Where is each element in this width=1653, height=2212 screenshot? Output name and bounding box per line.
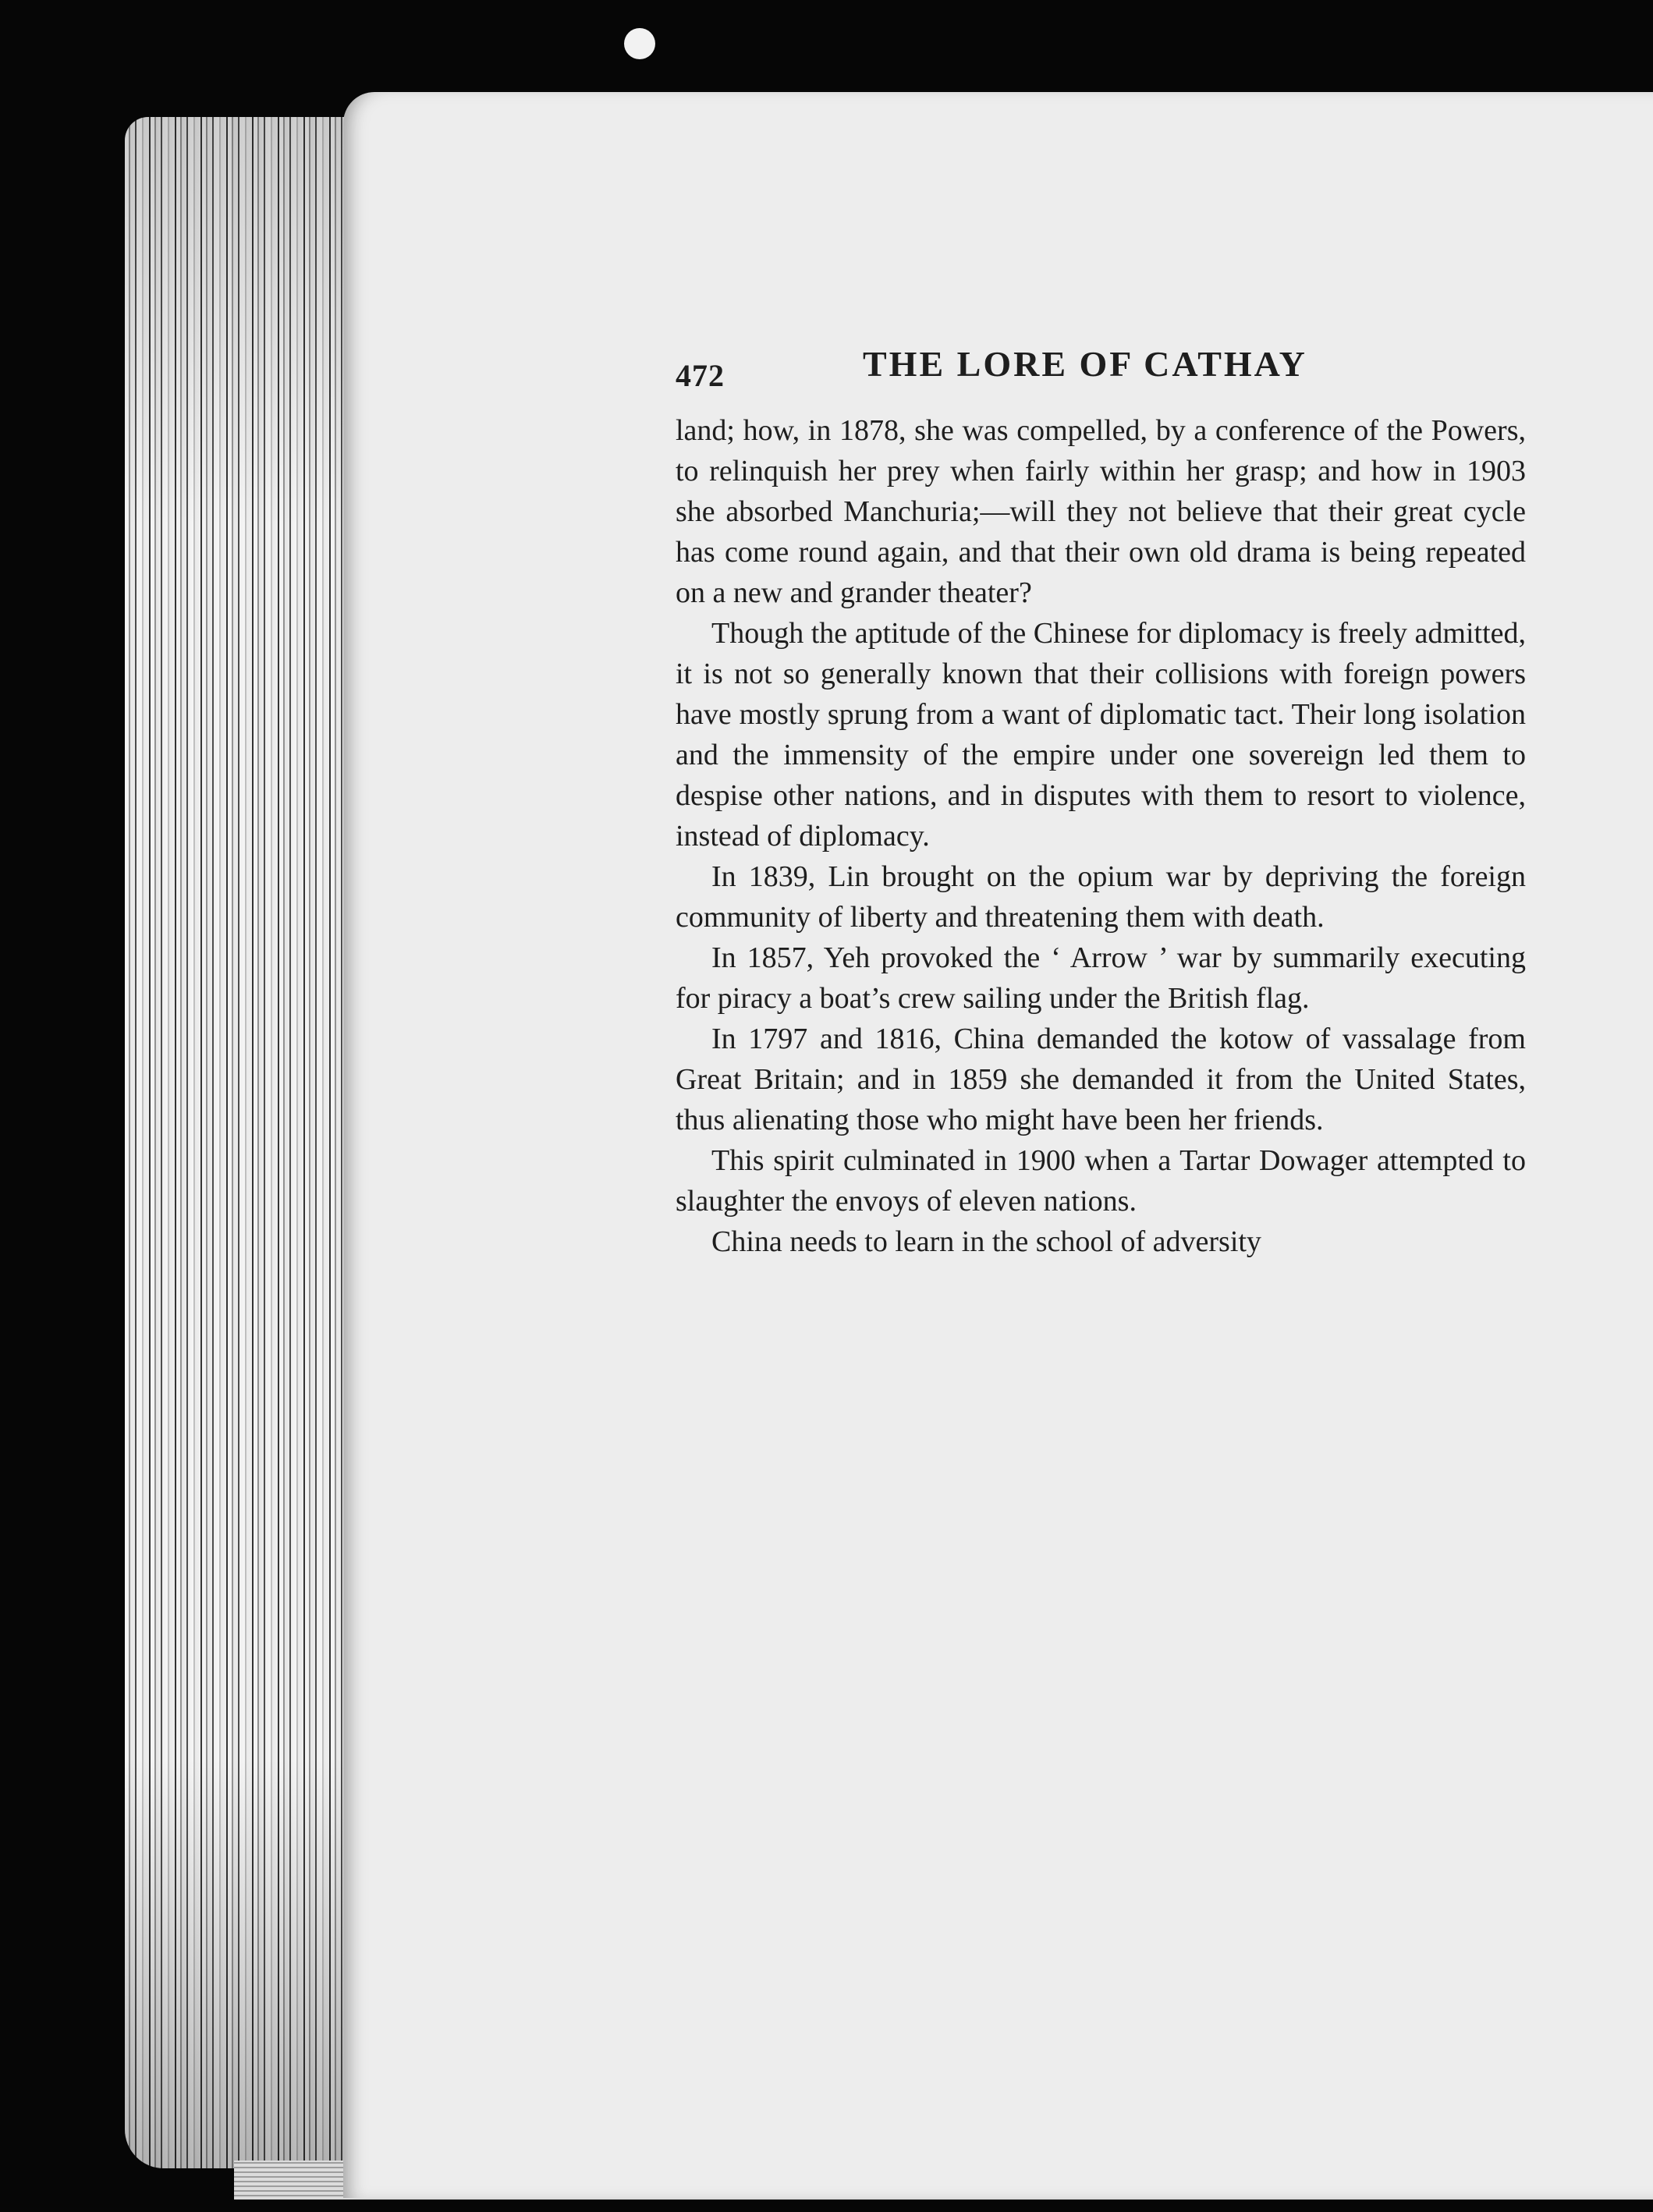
book-title: THE LORE OF CATHAY xyxy=(863,344,1307,384)
paragraph: China needs to learn in the school of adversity xyxy=(711,1225,1261,1258)
paragraph: In 1839, Lin brought on the opium war by depriving the foreign community of liberty and threatening them with death. xyxy=(676,860,1526,934)
book-fore-edge xyxy=(125,117,359,2168)
paragraph: land; how, in 1878, she was compelled, by a conference of the Powers, to relinquish her prey when fairly within her grasp; and how in 1903 she absorbed Manchuria;—will they not believe that their great cycle has come round again, and that their own old drama is being repeated on a new and grander theater? xyxy=(676,414,1526,609)
paragraph: In 1797 and 1816, China demanded the kotow of vassalage from Great Britain; and in 1859 she demanded it from the United States, thus alienating those who might have been her friends. xyxy=(676,1023,1526,1136)
punch-hole-mark xyxy=(624,28,655,59)
page-number: 472 xyxy=(676,358,725,393)
paragraph: This spirit culminated in 1900 when a Tartar Dowager attempted to slaughter the envoys of eleven nations. xyxy=(676,1144,1526,1218)
page-text-block xyxy=(676,343,1526,1262)
paragraph: In 1857, Yeh provoked the ‘ Arrow ’ war by summarily executing for piracy a boat’s crew sailing under the British flag. xyxy=(676,941,1526,1015)
running-head xyxy=(676,343,1526,398)
paragraph: Though the aptitude of the Chinese for diplomacy is freely admitted, it is not so generally known that their collisions with foreign powers have mostly sprung from a want of diplomatic tact. Their long isolation and the immensity of the empire under one sovereign led them to despise other nations, and in disputes with them to resort to violence, instead of diplomacy. xyxy=(676,617,1526,853)
